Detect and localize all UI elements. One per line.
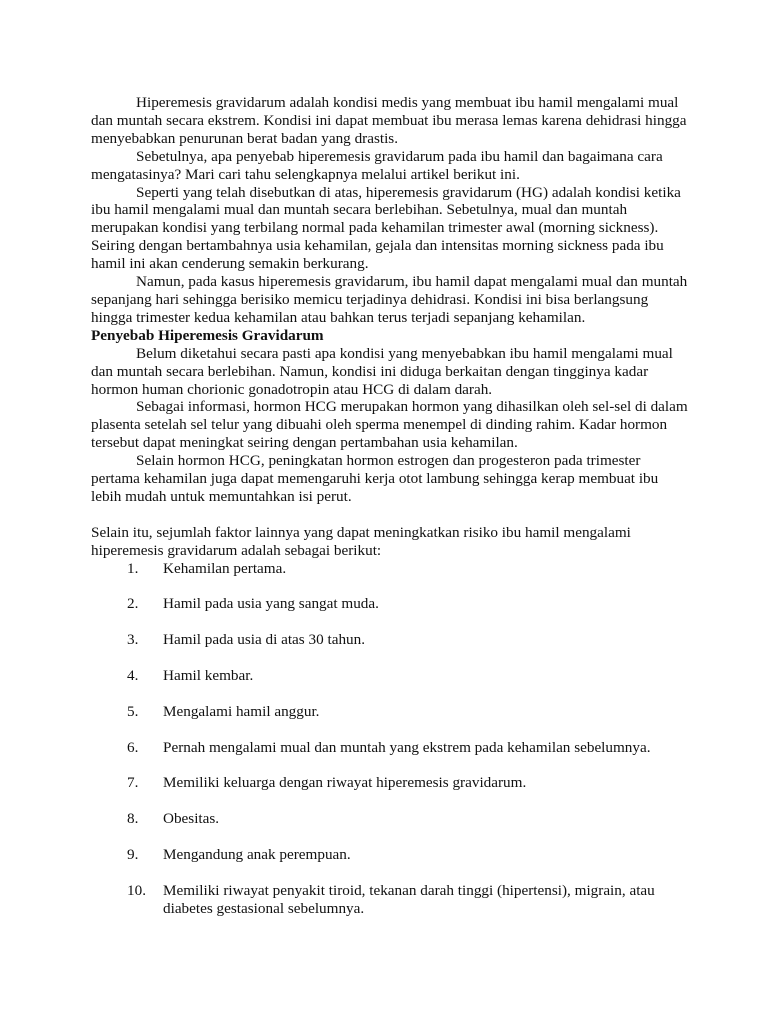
list-item-text: Mengandung anak perempuan. xyxy=(163,845,351,863)
list-item-number: 10. xyxy=(127,881,146,899)
list-item-text: Kehamilan pertama. xyxy=(163,559,287,577)
list-item-text: Memiliki riwayat penyakit tiroid, tekanan darah tinggi (hipertensi), migrain, atau diabetes gestasional sebelumnya. xyxy=(163,881,655,917)
list-item-number: 1. xyxy=(127,559,139,577)
list-item-text: Hamil pada usia yang sangat muda. xyxy=(163,595,379,613)
list-item-text: Hamil pada usia di atas 30 tahun. xyxy=(163,631,366,649)
intro-paragraph-2: Sebetulnya, apa penyebab hiperemesis gravidarum pada ibu hamil dan bagaimana cara mengatasinya? Mari cari tahu selengkapnya melalui artikel berikut ini. xyxy=(91,147,663,183)
list-item xyxy=(91,810,688,828)
list-item xyxy=(91,882,688,918)
list-item xyxy=(91,595,688,613)
paragraph-spacer xyxy=(91,506,688,524)
list-item-number: 8. xyxy=(127,810,139,828)
cause-paragraph-1: Belum diketahui secara pasti apa kondisi yang menyebabkan ibu hamil mengalami mual dan muntah secara berlebihan. Namun, kondisi ini diduga berkaitan dengan tingginya kadar hormon human chorionic gonadotropin atau HCG di dalam darah. xyxy=(91,344,673,398)
list-item xyxy=(91,846,688,864)
list-item xyxy=(91,739,688,757)
list-item xyxy=(91,560,688,578)
list-item-text: Memiliki keluarga dengan riwayat hiperemesis gravidarum. xyxy=(163,774,527,792)
list-item-text: Pernah mengalami mual dan muntah yang ekstrem pada kehamilan sebelumnya. xyxy=(163,738,651,756)
list-item-number: 2. xyxy=(127,595,139,613)
list-item-text: Obesitas. xyxy=(163,810,220,828)
list-item xyxy=(91,774,688,792)
list-item-number: 4. xyxy=(127,666,139,684)
list-item-text: Hamil kembar. xyxy=(163,666,254,684)
list-intro: Selain itu, sejumlah faktor lainnya yang dapat meningkatkan risiko ibu hamil mengalami hiperemesis gravidarum adalah sebagai berikut: xyxy=(91,523,631,559)
cause-paragraph-2: Sebagai informasi, hormon HCG merupakan hormon yang dihasilkan oleh sel-sel di dalam plasenta setelah sel telur yang dibuahi oleh sperma menempel di dinding rahim. Kadar hormon tersebut dapat meningkat seiring dengan pertambahan usia kehamilan. xyxy=(91,398,688,452)
list-item xyxy=(91,667,688,685)
list-item xyxy=(91,631,688,649)
list-item-number: 5. xyxy=(127,702,139,720)
list-item-number: 9. xyxy=(127,845,139,863)
list-item-number: 6. xyxy=(127,738,139,756)
list-item-number: 3. xyxy=(127,631,139,649)
intro-paragraph-4: Namun, pada kasus hiperemesis gravidarum, ibu hamil dapat mengalami mual dan muntah sepanjang hari sehingga berisiko memicu terjadinya dehidrasi. Kondisi ini bisa berlangsung hingga trimester kedua kehamilan atau bahkan terus terjadi sepanjang kehamilan. xyxy=(91,273,688,326)
intro-paragraph-1: Hiperemesis gravidarum adalah kondisi medis yang membuat ibu hamil mengalami mual dan muntah secara ekstrem. Kondisi ini dapat membuat ibu merasa lemas karena dehidrasi hingga menyebabkan penurunan berat badan yang drastis. xyxy=(91,94,687,147)
list-item-number: 7. xyxy=(127,774,139,792)
risk-factor-list xyxy=(91,560,688,918)
cause-paragraph-3: Selain hormon HCG, peningkatan hormon estrogen dan progesteron pada trimester pertama kehamilan juga dapat memengaruhi kerja otot lambung sehingga kerap membuat ibu lebih mudah untuk memuntahkan isi perut. xyxy=(91,452,659,505)
list-item-text: Mengalami hamil anggur. xyxy=(163,702,320,720)
section-heading: Penyebab Hiperemesis Gravidarum xyxy=(91,326,324,344)
list-item xyxy=(91,703,688,721)
intro-paragraph-3: Seperti yang telah disebutkan di atas, hiperemesis gravidarum (HG) adalah kondisi ketika ibu hamil mengalami mual dan muntah secara berlebihan. Sebetulnya, mual dan muntah merupakan kondisi yang terbilang normal pada kehamilan trimester awal (morning sickness). Seiring dengan bertambahnya usia kehamilan, gejala dan intensitas morning sickness pada ibu hamil ini akan cenderung semakin berkurang. xyxy=(91,183,681,273)
